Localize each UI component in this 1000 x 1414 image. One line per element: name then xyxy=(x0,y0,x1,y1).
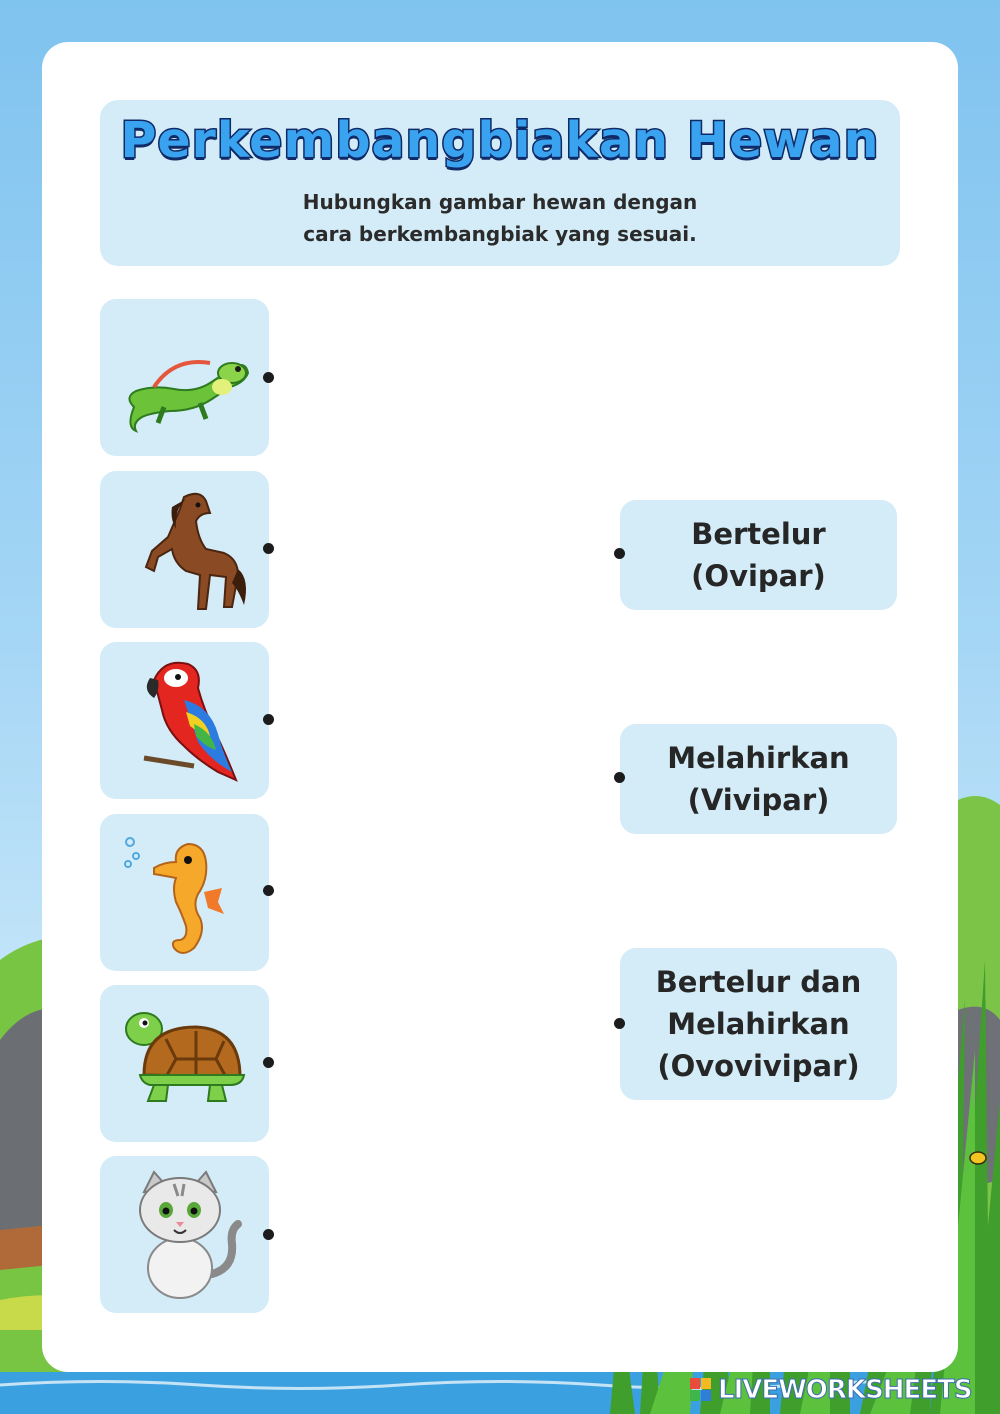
cat-icon xyxy=(114,1164,254,1304)
connect-dot[interactable] xyxy=(614,548,625,559)
answer-label: Bertelur dan Melahirkan (Ovovivipar) xyxy=(655,965,862,1083)
animal-card-horse xyxy=(100,471,269,628)
connect-dot[interactable] xyxy=(263,1229,274,1240)
animal-card-cat xyxy=(100,1156,269,1313)
connect-dot[interactable] xyxy=(263,885,274,896)
header-panel xyxy=(100,100,900,266)
page-title: Perkembangbiakan Hewan xyxy=(120,112,880,169)
answer-card-ovovivipar xyxy=(620,948,897,1100)
seahorse-icon xyxy=(114,822,254,962)
turtle-icon xyxy=(114,993,254,1133)
answer-card-ovipar xyxy=(620,500,897,610)
instruction-text: Hubungkan gambar hewan dengan cara berkembangbiak yang sesuai. xyxy=(302,190,698,246)
watermark-text: LIVEWORKSHEETS xyxy=(718,1375,972,1405)
connect-dot[interactable] xyxy=(263,1057,274,1068)
connect-dot[interactable] xyxy=(263,714,274,725)
connect-dot[interactable] xyxy=(263,543,274,554)
horse-icon xyxy=(114,479,254,619)
iguana-icon xyxy=(114,307,254,447)
liveworksheets-icon xyxy=(690,1378,712,1402)
answer-label: Melahirkan (Vivipar) xyxy=(667,741,850,817)
animal-card-iguana xyxy=(100,299,269,456)
connect-dot[interactable] xyxy=(614,772,625,783)
connect-dot[interactable] xyxy=(614,1018,625,1029)
parrot-icon xyxy=(114,650,254,790)
liveworksheets-logo xyxy=(690,1374,972,1406)
animal-card-seahorse xyxy=(100,814,269,971)
answer-card-vivipar xyxy=(620,724,897,834)
connect-dot[interactable] xyxy=(263,372,274,383)
animal-card-turtle xyxy=(100,985,269,1142)
answer-label: Bertelur (Ovipar) xyxy=(691,517,826,593)
animal-card-parrot xyxy=(100,642,269,799)
